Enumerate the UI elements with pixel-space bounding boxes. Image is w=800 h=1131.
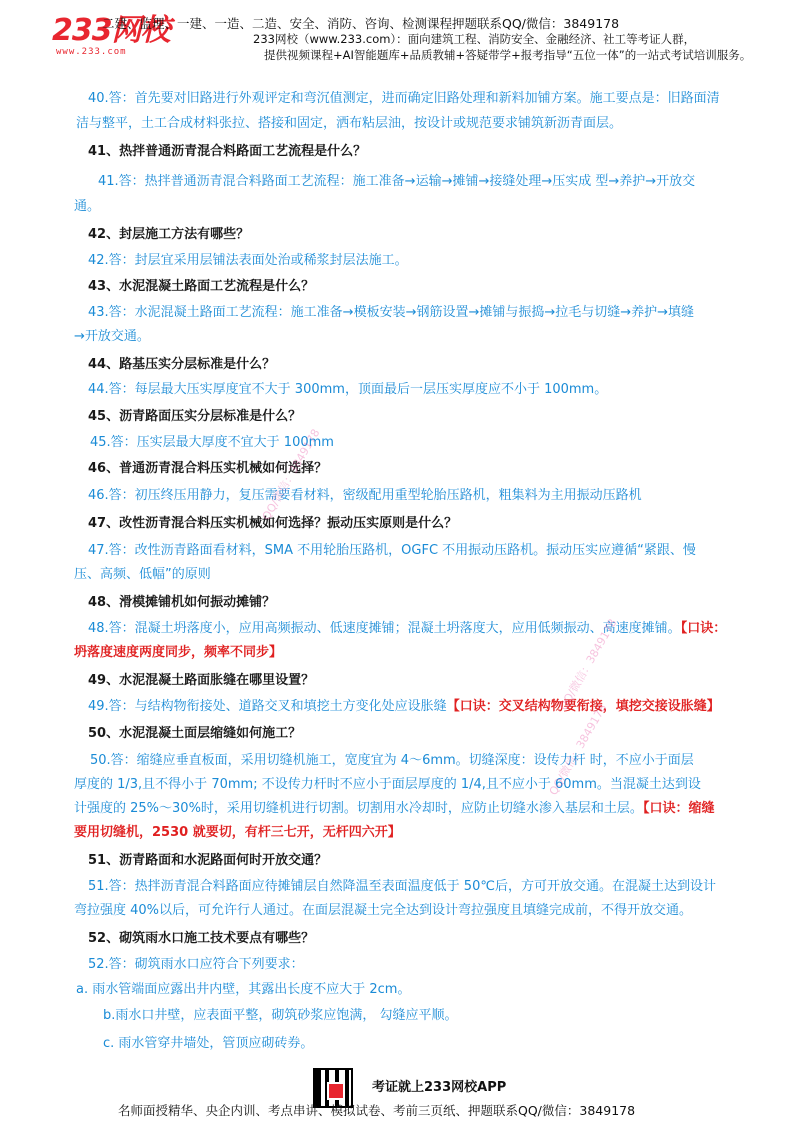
watermark-contact-2: QQ/微信：3849178 xyxy=(556,616,620,713)
answer-49-mnemonic: 【口诀：交叉结构物要衔接，填挖交接设胀缝】 xyxy=(446,699,720,714)
question-43: 43、水泥混凝土路面工艺流程是什么？ xyxy=(88,279,315,294)
answer-51-line-2: 弯拉强度 40%以后，可允许行人通过。在面层混凝土完全达到设计弯拉强度且填缝完成前，不得开放交通。 xyxy=(74,903,693,918)
answer-43-line-1: 43.答：水泥混凝土路面工艺流程：施工准备→模板安装→钢筋设置→摊铺与振捣→拉毛与切缝→养护→填缝 xyxy=(88,305,695,320)
question-44: 44、路基压实分层标准是什么？ xyxy=(88,357,276,372)
watermark-contact-3: QQ/微信：3849178 xyxy=(546,701,610,798)
page-footer xyxy=(0,1060,800,1131)
answer-50-line-1: 50.答：缩缝应垂直板面，采用切缝机施工，宽度宜为 4～6mm。切缝深度：设传力杆 时，不应小于面层 xyxy=(90,753,694,768)
answer-48-mnemonic: 坍落度速度两度同步，频率不同步】 xyxy=(74,645,283,660)
question-51: 51、沥青路面和水泥路面何时开放交通？ xyxy=(88,853,328,868)
header-services-line: 提供视频课程+AI智能题库+品质教辅+答疑带学+报考指导“五位一体”的一站式考试培训服务。 xyxy=(264,48,752,62)
question-50: 50、水泥混凝土面层缩缝如何施工？ xyxy=(88,726,302,741)
answer-44: 44.答：每层最大压实厚度宜不大于 300mm，顶面最后一层压实厚度应不小于 100mm。 xyxy=(88,382,608,397)
question-41: 41、热拌普通沥青混合料路面工艺流程是什么？ xyxy=(88,144,367,159)
answer-50-line-2: 厚度的 1/3,且不得小于 70mm; 不设传力杆时不应小于面层厚度的 1/4,且不应小于 60mm。当混凝土达到设 xyxy=(74,777,701,792)
answer-49-text: 49.答：与结构物衔接处、道路交叉和填挖土方变化处应设胀缝 xyxy=(88,699,447,714)
answer-52-item-a: a. 雨水管端面应露出井内壁，其露出长度不应大于 2cm。 xyxy=(76,982,411,997)
answer-47-line-1: 47.答：改性沥青路面看材料，SMA 不用轮胎压路机，OGFC 不用振动压路机。振动压实应遵循“紧跟、慢 xyxy=(88,543,696,558)
page-header xyxy=(0,0,800,78)
answer-50-mnemonic-start: 【口诀：缩缝 xyxy=(642,801,715,816)
question-45: 45、沥青路面压实分层标准是什么？ xyxy=(88,409,302,424)
question-52: 52、砌筑雨水口施工技术要点有哪些？ xyxy=(88,931,315,946)
question-47: 47、改性沥青混合料压实机械如何选择？振动压实原则是什么？ xyxy=(88,516,458,531)
answer-49 xyxy=(88,698,720,716)
question-49: 49、水泥混凝土路面胀缝在哪里设置？ xyxy=(88,673,315,688)
answer-41-line-1: 41.答：热拌普通沥青混合料路面工艺流程：施工准备→运输→摊铺→接缝处理→压实成 型→养护→开放交 xyxy=(98,174,696,189)
answer-43-line-2: →开放交通。 xyxy=(74,329,150,344)
answer-52-item-c: c. 雨水管穿井墙处，管顶应砌砖券。 xyxy=(103,1036,314,1051)
header-intro-line: 233网校（www.233.com）：面向建筑工程、消防安全、金融经济、社工等考证人群， xyxy=(253,32,696,46)
footer-contact-line: 名师面授精华、央企内训、考点串讲、模拟试卷、考前三页纸、押题联系QQ/微信：3849178 xyxy=(118,1103,636,1118)
question-48: 48、滑模摊铺机如何振动摊铺？ xyxy=(88,595,276,610)
answer-48-text: 48.答：混凝土坍落度小，应用高频振动、低速度摊铺；混凝土坍落度大，应用低频振动、高速度摊铺。 xyxy=(88,621,681,636)
answer-50-line-3 xyxy=(74,800,714,818)
answer-50-text: 计强度的 25%～30%时，采用切缝机进行切割。切割用水冷却时，应防止切缝水渗入基层和土层。 xyxy=(74,801,643,816)
footer-app-promo: 考证就上233网校APP xyxy=(372,1080,507,1095)
question-46: 46、普通沥青混合料压实机械如何选择？ xyxy=(88,461,328,476)
answer-45: 45.答：压实层最大厚度不宜大于 100mm xyxy=(90,435,334,450)
logo-text: 233网校 xyxy=(52,13,170,48)
answer-48-mnemonic-start: 【口诀： xyxy=(680,621,727,636)
answer-50-mnemonic: 要用切缝机，2530 就要切，有杆三七开，无杆四六开】 xyxy=(74,825,401,840)
answer-41-line-2: 通。 xyxy=(74,199,101,214)
answer-52-intro: 52.答：砌筑雨水口应符合下列要求： xyxy=(88,957,304,972)
watermark-contact-1: QQ/微信：3849178 xyxy=(259,426,323,523)
answer-51-line-1: 51.答：热拌沥青混合料路面应待摊铺层自然降温至表面温度低于 50℃后，方可开放交通。在混凝土达到设计 xyxy=(88,879,716,894)
answer-52-item-b: b.雨水口井壁，应表面平整，砌筑砂浆应饱满， 勾缝应平顺。 xyxy=(103,1008,458,1023)
question-42: 42、封层施工方法有哪些？ xyxy=(88,227,250,242)
answer-40-line-2: 洁与整平，土工合成材料张拉、搭接和固定，洒布粘层油，按设计或规范要求铺筑新沥青面层。 xyxy=(76,116,623,131)
qr-logo-icon xyxy=(327,1082,345,1100)
answer-47-line-2: 压、高频、低幅”的原则 xyxy=(74,567,211,582)
answer-42: 42.答：封层宜采用层铺法表面处治或稀浆封层法施工。 xyxy=(88,253,408,268)
answer-46: 46.答：初压终压用静力，复压需要看材料，密级配用重型轮胎压路机，粗集料为主用振动压路机 xyxy=(88,488,642,503)
logo-subtext: www.233.com xyxy=(56,47,127,57)
answer-40-line-1: 40.答：首先要对旧路进行外观评定和弯沉值测定，进而确定旧路处理和新料加铺方案。施工要点是：旧路面清 xyxy=(88,91,720,106)
answer-48-line-1 xyxy=(88,620,726,638)
header-courses-line: 二建、监理、一建、一造、二造、安全、消防、咨询、检测课程押题联系QQ/微信：3849178 xyxy=(102,16,620,31)
